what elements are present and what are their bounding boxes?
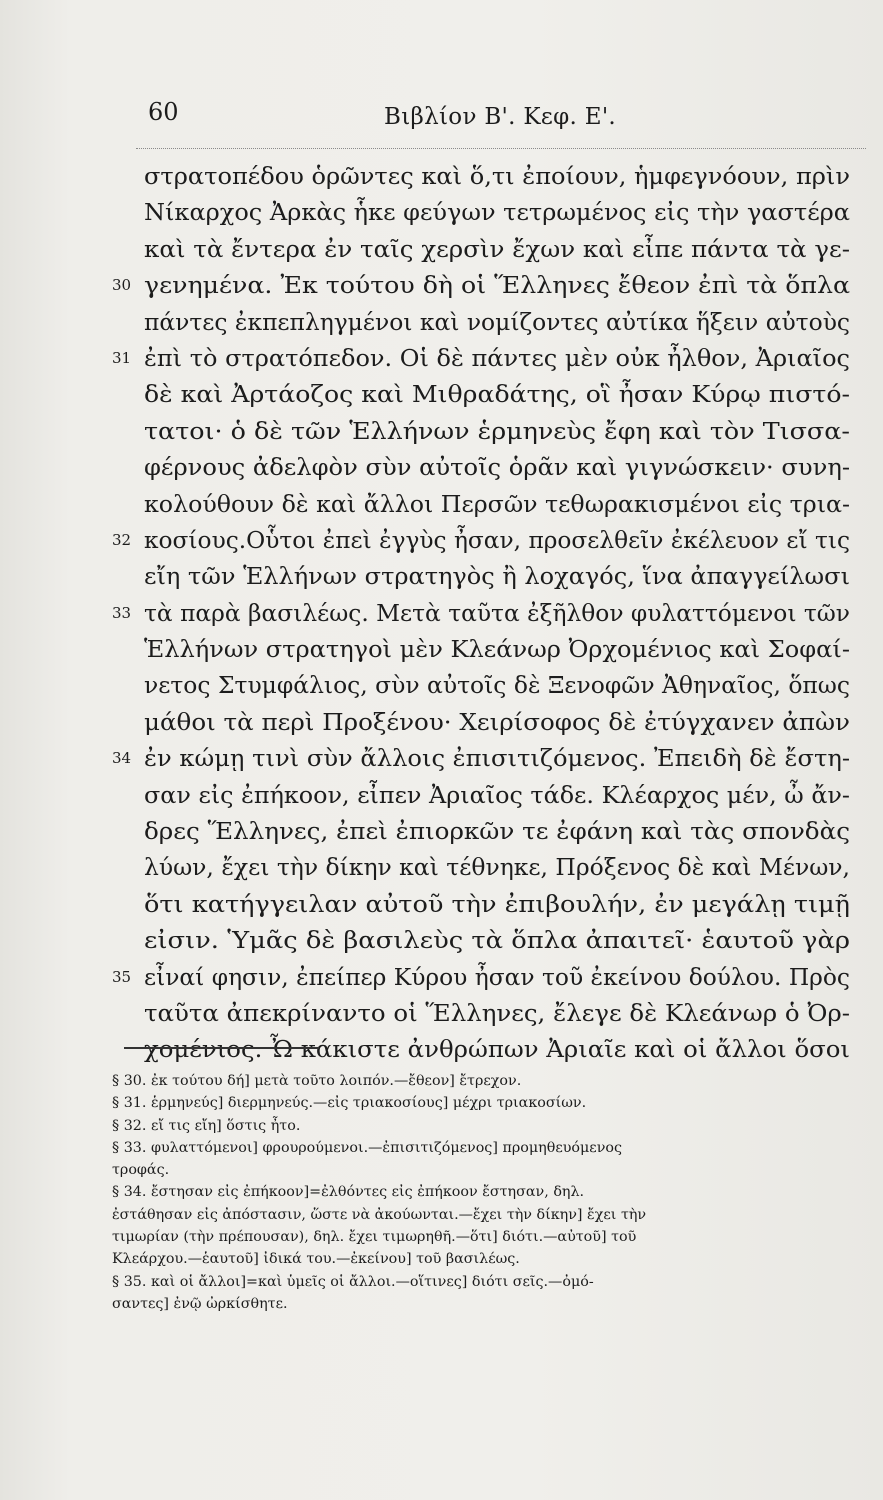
text-line bbox=[112, 667, 852, 703]
text-line bbox=[112, 1031, 852, 1067]
text-line bbox=[112, 486, 852, 522]
page-header bbox=[0, 98, 883, 138]
text-line bbox=[112, 522, 852, 558]
text-line bbox=[112, 886, 852, 922]
header-rule bbox=[136, 148, 866, 149]
footnote-line: § 30. ἐκ τούτου δή] μετὰ τοῦτο λοιπόν.—ἔθεον] ἔτρεχον. bbox=[112, 1073, 522, 1089]
text-line bbox=[112, 631, 852, 667]
main-text bbox=[112, 158, 852, 1068]
text-line bbox=[112, 231, 852, 267]
text-line bbox=[112, 959, 852, 995]
line-text: ἐν κώμῃ τινὶ σὺν ἄλλοις ἐπισιτιζόμενος. Ἐπειδὴ δὲ ἔστη- bbox=[144, 744, 850, 773]
section-number: 34 bbox=[112, 749, 132, 768]
line-text: μάθοι τὰ περὶ Προξένου· Χειρίσοφος δὲ ἐτύγχανεν ἀπὼν bbox=[144, 707, 851, 736]
page-number: 60 bbox=[148, 98, 179, 126]
section-number: 32 bbox=[112, 530, 132, 549]
line-text: Ἑλλήνων στρατηγοὶ μὲν Κλεάνωρ Ὀρχομένιος καὶ Σοφαί- bbox=[144, 635, 850, 664]
text-line bbox=[112, 194, 852, 230]
text-line bbox=[112, 995, 852, 1031]
footnote-line: ἐστάθησαν εἰς ἀπόστασιν, ὥστε νὰ ἀκούωνται.—ἔχει τὴν δίκην] ἔχει τὴν bbox=[112, 1206, 647, 1223]
line-text: σαν εἰς ἐπήκοον, εἶπεν Ἀριαῖος τάδε. Κλέαρχος μέν, ὦ ἄν- bbox=[144, 780, 850, 809]
text-line bbox=[112, 340, 852, 376]
text-line bbox=[112, 922, 852, 958]
line-text: ἐπὶ τὸ στρατόπεδον. Οἱ δὲ πάντες μὲν οὐκ ἦλθον, Ἀριαῖος bbox=[144, 343, 850, 372]
footnote-line: τιμωρίαν (τὴν πρέπουσαν), δηλ. ἔχει τιμωρηθῆ.—ὅτι] διότι.—αὐτοῦ] τοῦ bbox=[112, 1229, 637, 1246]
line-text: χομένιος. Ὦ κάκιστε ἀνθρώπων Ἀριαῖε καὶ οἱ ἄλλοι ὅσοι bbox=[144, 1035, 850, 1064]
section-number: 33 bbox=[112, 603, 132, 622]
footnote-line: § 34. ἔστησαν εἰς ἐπήκοον]=ἐλθόντες εἰς ἐπήκοον ἔστησαν, δηλ. bbox=[112, 1184, 585, 1201]
text-line bbox=[112, 376, 852, 412]
line-text: γενημένα. Ἐκ τούτου δὴ οἱ Ἕλληνες ἔθεον ἐπὶ τὰ ὅπλα bbox=[144, 271, 850, 300]
line-text: τὰ παρὰ βασιλέως. Μετὰ ταῦτα ἐξῆλθον φυλαττόμενοι τῶν bbox=[144, 598, 850, 627]
text-line bbox=[112, 740, 852, 776]
line-text: εἶναί φησιν, ἐπείπερ Κύρου ἦσαν τοῦ ἐκείνου δούλου. Πρὸς bbox=[144, 962, 850, 991]
running-head: Βιβλίον Β'. Κεφ. Ε'. bbox=[384, 104, 617, 130]
line-text: Νίκαρχος Ἀρκὰς ἧκε φεύγων τετρωμένος εἰς τὴν γαστέρα bbox=[144, 198, 850, 227]
footnote-line: § 31. ἑρμηνεύς] διερμηνεύς.—εἰς τριακοσίους] μέχρι τριακοσίων. bbox=[112, 1095, 587, 1112]
text-line bbox=[112, 158, 852, 194]
text-line bbox=[112, 304, 852, 340]
line-text: πάντες ἐκπεπληγμένοι καὶ νομίζοντες αὐτίκα ἥξειν αὐτοὺς bbox=[144, 307, 850, 336]
text-line bbox=[112, 813, 852, 849]
line-text: κολούθουν δὲ καὶ ἄλλοι Περσῶν τεθωρακισμένοι εἰς τρια- bbox=[144, 489, 851, 518]
text-line bbox=[112, 777, 852, 813]
text-line bbox=[112, 267, 852, 303]
footnote-line: σαντες] ἐνῷ ὠρκίσθητε. bbox=[112, 1295, 288, 1312]
line-text: εἴη τῶν Ἑλλήνων στρατηγὸς ἢ λοχαγός, ἵνα ἀπαγγείλωσι bbox=[144, 562, 850, 591]
line-text: ὅτι κατήγγειλαν αὐτοῦ τὴν ἐπιβουλήν, ἐν μεγάλῃ τιμῇ bbox=[144, 889, 850, 918]
footnote-rule bbox=[124, 1047, 319, 1049]
section-number: 31 bbox=[112, 348, 132, 367]
text-line bbox=[112, 704, 852, 740]
line-text: νετος Στυμφάλιος, σὺν αὐτοῖς δὲ Ξενοφῶν Ἀθηναῖος, ὅπως bbox=[144, 671, 850, 700]
line-text: κοσίους.Οὗτοι ἐπεὶ ἐγγὺς ἦσαν, προσελθεῖν ἐκέλευον εἴ τις bbox=[144, 525, 850, 554]
line-text: στρατοπέδου ὁρῶντες καὶ ὅ,τι ἐποίουν, ἡμφεγνόουν, πρὶν bbox=[144, 162, 850, 190]
line-text: λύων, ἔχει τὴν δίκην καὶ τέθνηκε, Πρόξενος δὲ καὶ Μένων, bbox=[144, 853, 850, 882]
line-text: φέρνους ἀδελφὸν σὺν αὐτοῖς ὁρᾶν καὶ γιγνώσκειν· συνη- bbox=[144, 453, 850, 482]
footnote-line: Κλεάρχου.—ἑαυτοῦ] ἰδικά του.—ἐκείνου] τοῦ βασιλέως. bbox=[112, 1251, 520, 1268]
line-text: δρες Ἕλληνες, ἐπεὶ ἐπιορκῶν τε ἐφάνη καὶ τὰς σπονδὰς bbox=[144, 817, 851, 846]
footnote-line: § 33. φυλαττόμενοι] φρουρούμενοι.—ἐπισιτιζόμενος] προμηθευόμενος bbox=[112, 1139, 623, 1156]
footnote-line: τροφάς. bbox=[112, 1162, 170, 1179]
text-line bbox=[112, 595, 852, 631]
text-line bbox=[112, 413, 852, 449]
line-text: καὶ τὰ ἔντερα ἐν ταῖς χερσὶν ἔχων καὶ εἶπε πάντα τὰ γε- bbox=[144, 234, 850, 263]
text-line bbox=[112, 849, 852, 885]
section-number: 35 bbox=[112, 967, 132, 986]
footnote-line: § 32. εἴ τις εἴη] ὅστις ἦτο. bbox=[112, 1117, 301, 1134]
footnotes bbox=[112, 1070, 852, 1315]
footnote-line: § 35. καὶ οἱ ἄλλοι]=καὶ ὑμεῖς οἱ ἄλλοι.—οἵτινες] διότι σεῖς.—ὀμό- bbox=[112, 1273, 594, 1290]
line-text: ταῦτα ἀπεκρίναντο οἱ Ἕλληνες, ἔλεγε δὲ Κλεάνωρ ὁ Ὀρ- bbox=[144, 998, 850, 1027]
line-text: εἰσιν. Ὑμᾶς δὲ βασιλεὺς τὰ ὅπλα ἀπαιτεῖ· ἑαυτοῦ γὰρ bbox=[144, 926, 850, 955]
text-line bbox=[112, 449, 852, 485]
line-text: τατοι· ὁ δὲ τῶν Ἑλλήνων ἑρμηνεὺς ἔφη καὶ τὸν Τισσα- bbox=[144, 416, 850, 445]
line-text: δὲ καὶ Ἀρτάοζος καὶ Μιθραδάτης, οἳ ἦσαν Κύρῳ πιστό- bbox=[144, 380, 850, 409]
text-line bbox=[112, 558, 852, 594]
section-number: 30 bbox=[112, 276, 132, 295]
